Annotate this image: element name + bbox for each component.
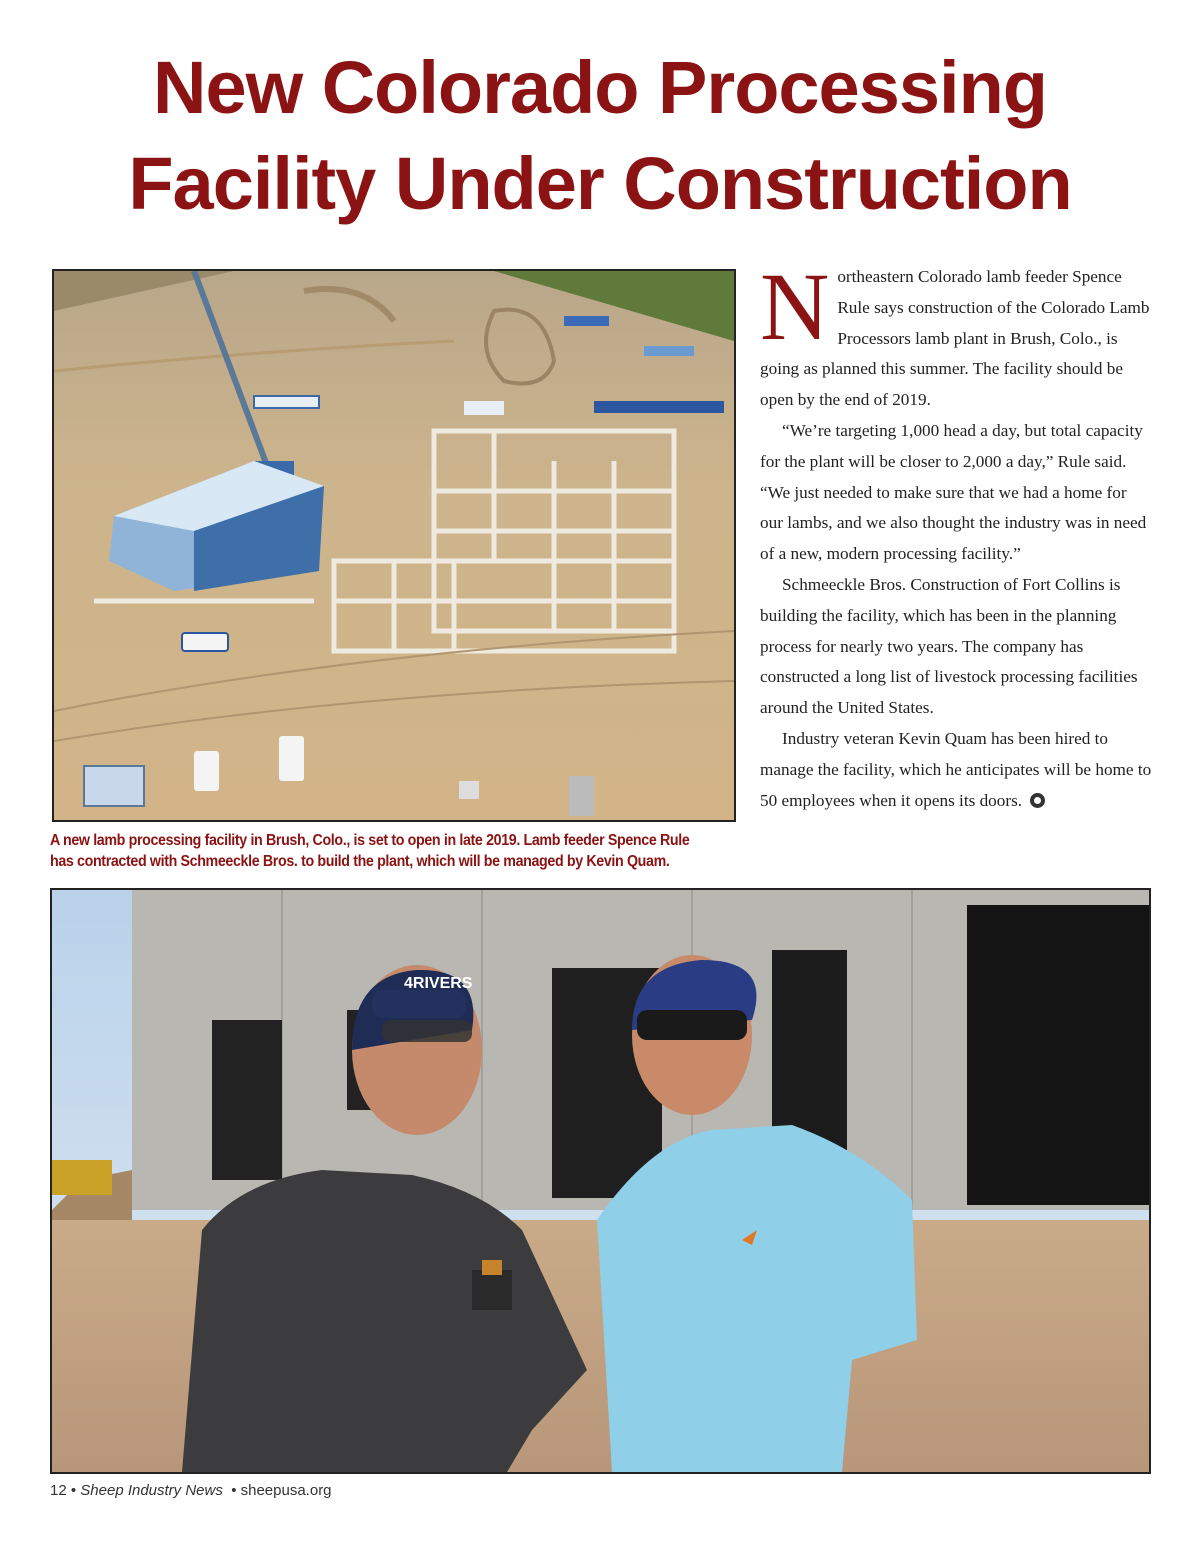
page-number: 12 — [50, 1482, 67, 1499]
paragraph-3: Schmeeckle Bros. Construction of Fort Collins is building the facility, which has been in the planning process for nearly two years. The company has constructed a long list of livestock processing facilities around the United States. — [760, 574, 1138, 718]
paragraph-4-text: Industry veteran Kevin Quam has been hired to manage the facility, which he anticipates will be home to 50 employees when it opens its doors. — [760, 728, 1152, 810]
paragraph-4 — [760, 724, 1152, 816]
title-line-2: Facility Under Construction — [128, 142, 1072, 225]
caption-line-1: A new lamb processing facility in Brush, Colo., is set to open in late 2019. Lamb feeder Spence Rule — [50, 832, 690, 849]
title-line-1: New Colorado Processing — [153, 46, 1047, 129]
article-body — [760, 253, 1152, 816]
aerial-construction-photo — [52, 269, 736, 822]
footer-separator-1: • — [66, 1482, 81, 1499]
paragraph-1-text: ortheastern Colorado lamb feeder Spence Rule says construction of the Colorado Lamb Processors lamb plant in Brush, Colo., is going as planned this summer. The facility should be open by the end of 2019. — [760, 267, 1150, 410]
article-title — [0, 40, 1200, 232]
paragraph-1 — [760, 253, 1152, 416]
men-photo-illustration — [52, 890, 1149, 1472]
cap-logo-text: 4RIVERS — [404, 975, 473, 992]
end-mark-icon — [1030, 793, 1045, 808]
photo-caption — [50, 830, 694, 872]
drop-cap: N — [760, 253, 830, 360]
page-footer — [50, 1482, 332, 1499]
footer-separator-2: • — [222, 1482, 241, 1499]
publication-name: Sheep Industry News — [80, 1482, 223, 1499]
aerial-photo-illustration — [54, 271, 734, 820]
men-at-site-photo — [50, 888, 1151, 1474]
paragraph-2: “We’re targeting 1,000 head a day, but total capacity for the plant will be closer to 2,000 a day,” Rule said. “We just needed to make sure that we had a home for our lambs, and we also thought the industry was in need of a new, modern processing facility.” — [760, 420, 1147, 564]
caption-line-2: has contracted with Schmeeckle Bros. to build the plant, which will be managed by Kevin Quam. — [50, 853, 670, 870]
website-link[interactable]: sheepusa.org — [240, 1482, 332, 1499]
